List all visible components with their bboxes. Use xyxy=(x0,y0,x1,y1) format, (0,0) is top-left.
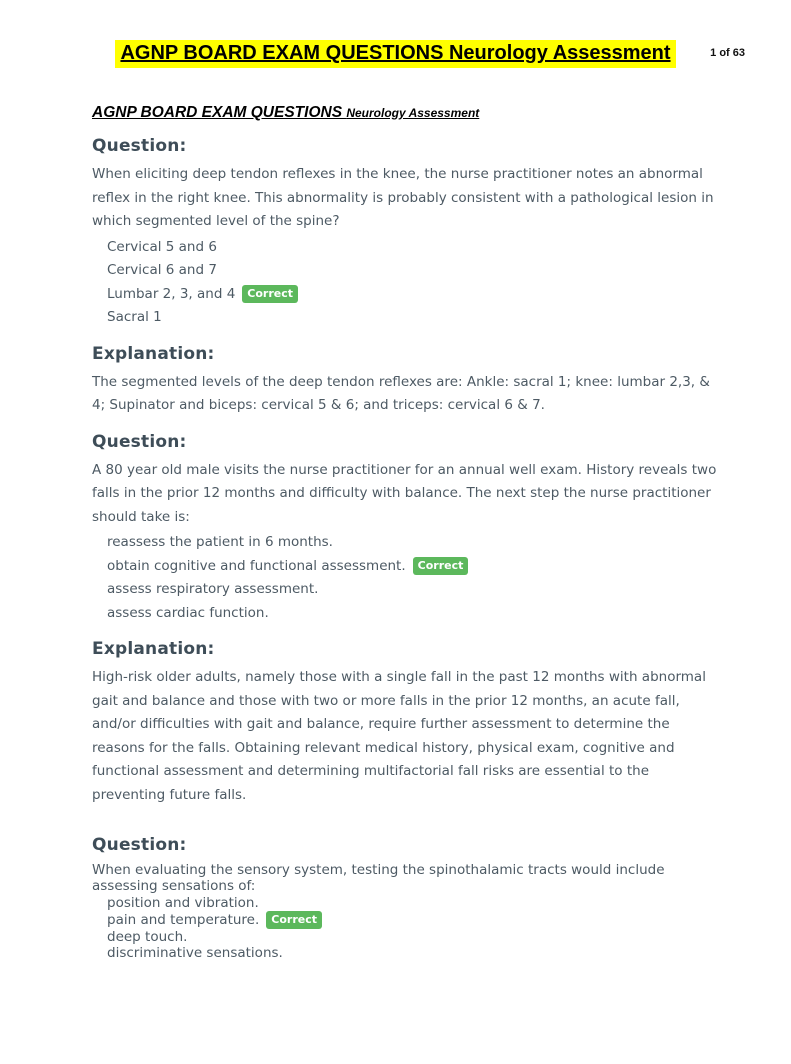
answer-option xyxy=(107,895,731,911)
answer-option-text: Cervical 6 and 7 xyxy=(107,262,217,278)
explanation-text: The segmented levels of the deep tendon reflexes are: Ankle: sacral 1; knee: lumbar 2,3, & 4; Supinator and biceps: cervical 5 & 6; and triceps: cervical 6 & 7. xyxy=(92,373,710,413)
answer-option-text: Lumbar 2, 3, and 4 xyxy=(107,285,236,302)
correct-badge: Correct xyxy=(413,557,469,575)
answer-option xyxy=(107,929,731,945)
answer-option-text: pain and temperature. xyxy=(107,912,260,928)
explanation-heading: Explanation: xyxy=(92,639,215,659)
answer-option-text: Sacral 1 xyxy=(107,309,162,325)
answer-option-text: deep touch. xyxy=(107,929,188,945)
answer-option xyxy=(107,283,731,307)
answer-option-text: obtain cognitive and functional assessment. xyxy=(107,557,406,574)
question-heading: Question: xyxy=(92,835,187,855)
answer-options xyxy=(107,236,731,330)
question-block xyxy=(92,432,731,808)
answer-option xyxy=(107,945,731,961)
section-subtitle xyxy=(92,104,731,122)
answer-option xyxy=(107,259,731,283)
answer-option xyxy=(107,555,731,579)
page-number: 1 of 63 xyxy=(710,47,745,59)
subtitle-sub: Neurology Assessment xyxy=(346,106,480,120)
correct-badge: Correct xyxy=(266,911,322,929)
answer-option xyxy=(107,306,731,330)
document-header xyxy=(0,40,791,68)
answer-option xyxy=(107,531,731,555)
answer-option xyxy=(107,602,731,626)
answer-option-text: position and vibration. xyxy=(107,895,259,911)
question-heading: Question: xyxy=(92,136,187,156)
answer-option xyxy=(107,911,731,929)
question-text: When eliciting deep tendon reflexes in the knee, the nurse practitioner notes an abnormal reflex in the right knee. This abnormality is probably consistent with a pathological lesion in which segmented level of the spine? xyxy=(92,166,714,229)
answer-options xyxy=(107,895,731,961)
question-block xyxy=(92,136,731,418)
answer-option-text: reassess the patient in 6 months. xyxy=(107,534,333,550)
answer-option-text: discriminative sensations. xyxy=(107,945,283,961)
subtitle-main: AGNP BOARD EXAM QUESTIONS xyxy=(92,104,347,121)
answer-options xyxy=(107,531,731,625)
document-body xyxy=(92,104,731,961)
answer-option xyxy=(107,236,731,260)
answer-option-text: assess cardiac function. xyxy=(107,604,269,621)
explanation-text: High-risk older adults, namely those with a single fall in the past 12 months with abnormal gait and balance and those with two or more falls in the prior 12 months, an acute fall, and/or difficulties with gait and balance, require further assessment to determine the reasons for the falls. Obtaining relevant medical history, physical exam, cognitive and functional assessment and determining multifactorial fall risks are essential to the preventing future falls. xyxy=(92,669,706,803)
correct-badge: Correct xyxy=(242,285,298,303)
question-text: When evaluating the sensory system, testing the spinothalamic tracts would include assessing sensations of: xyxy=(92,862,665,894)
explanation-heading: Explanation: xyxy=(92,343,215,364)
answer-option xyxy=(107,578,731,602)
document-title: AGNP BOARD EXAM QUESTIONS Neurology Assessment xyxy=(115,40,675,68)
answer-option-text: Cervical 5 and 6 xyxy=(107,238,217,255)
question-heading: Question: xyxy=(92,431,187,452)
answer-option-text: assess respiratory assessment. xyxy=(107,581,319,597)
question-block xyxy=(92,835,731,961)
question-text: A 80 year old male visits the nurse practitioner for an annual well exam. History reveals two falls in the prior 12 months and difficulty with balance. The next step the nurse practitioner should take is: xyxy=(92,461,717,525)
